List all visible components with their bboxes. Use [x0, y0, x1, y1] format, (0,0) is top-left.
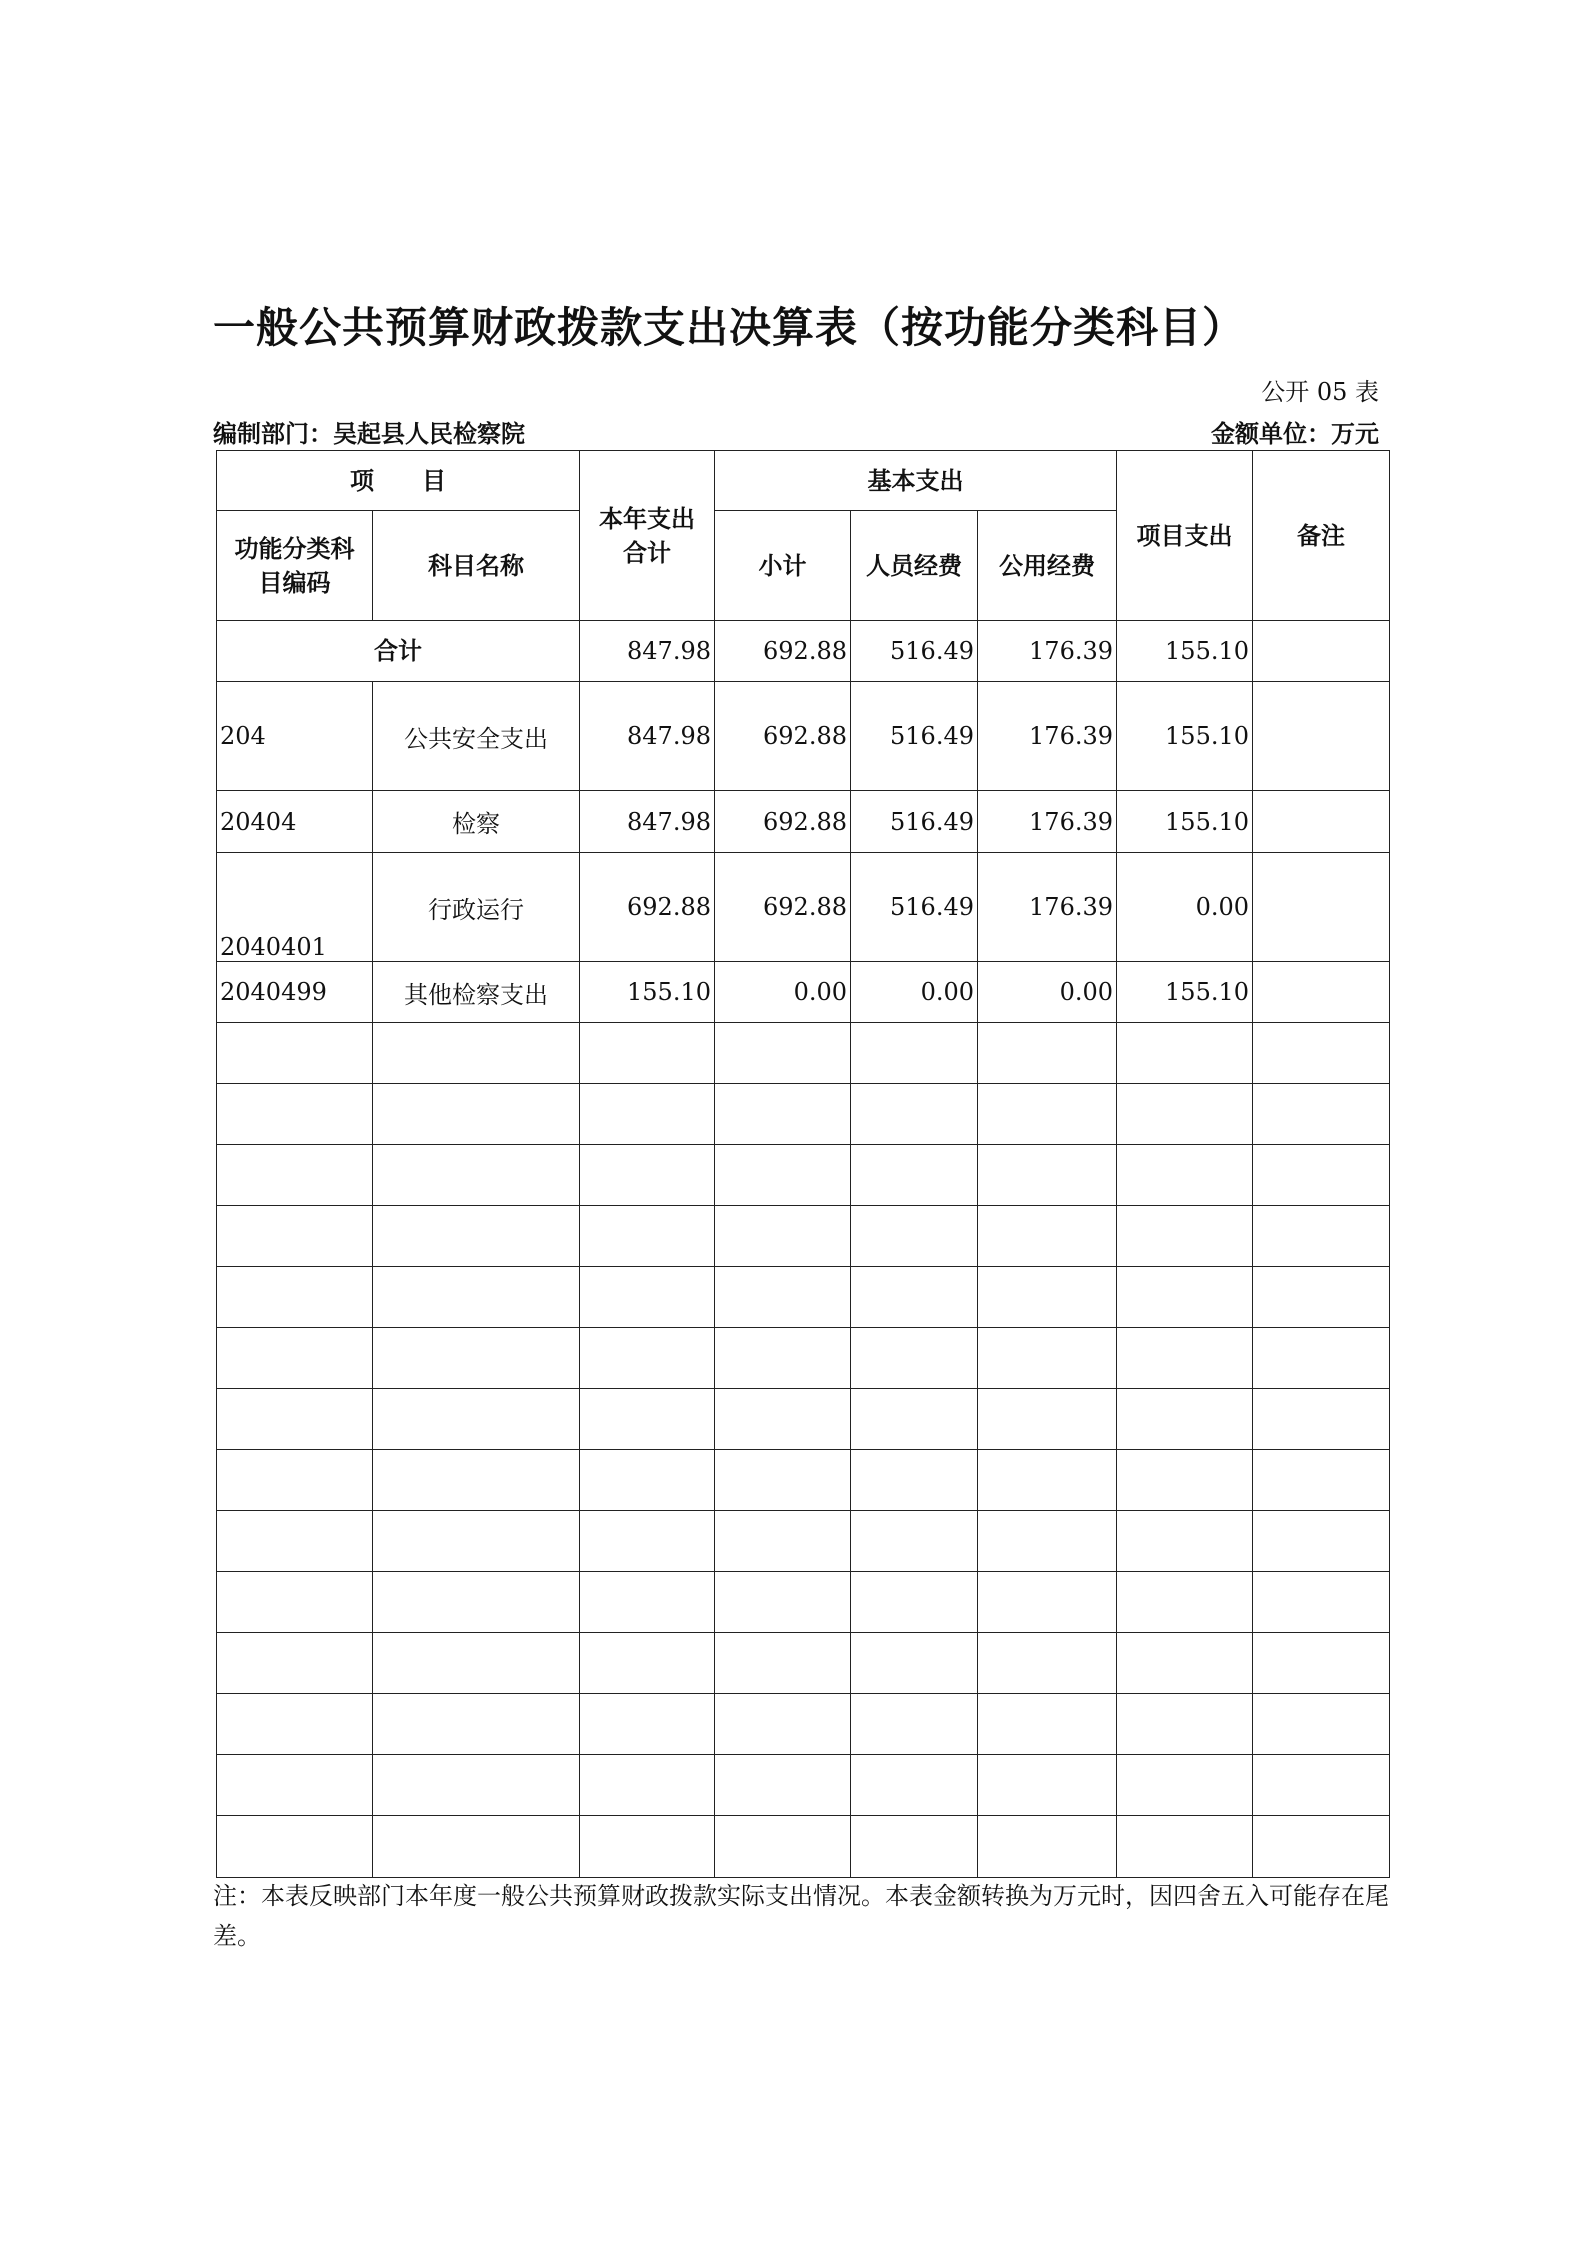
empty-cell: [217, 1572, 373, 1633]
empty-cell: [1253, 1145, 1390, 1206]
remark-cell: [1253, 682, 1390, 791]
empty-cell: [217, 1755, 373, 1816]
empty-row: [217, 1389, 1390, 1450]
empty-cell: [580, 1450, 715, 1511]
empty-row: [217, 1328, 1390, 1389]
empty-cell: [580, 1694, 715, 1755]
name-cell: 其他检察支出: [373, 962, 580, 1023]
empty-row: [217, 1023, 1390, 1084]
empty-cell: [978, 1145, 1117, 1206]
empty-cell: [978, 1084, 1117, 1145]
empty-cell: [715, 1511, 851, 1572]
empty-cell: [580, 1084, 715, 1145]
empty-cell: [580, 1206, 715, 1267]
empty-row: [217, 1084, 1390, 1145]
empty-cell: [1117, 1816, 1253, 1878]
public-cell: 176.39: [978, 621, 1117, 682]
empty-cell: [1253, 1755, 1390, 1816]
empty-cell: [580, 1633, 715, 1694]
empty-cell: [1253, 1389, 1390, 1450]
empty-cell: [1253, 1206, 1390, 1267]
personnel-cell: 516.49: [851, 621, 978, 682]
personnel-cell: 0.00: [851, 962, 978, 1023]
empty-cell: [1253, 1816, 1390, 1878]
empty-cell: [373, 1511, 580, 1572]
header-basic: 基本支出: [715, 451, 1117, 511]
empty-cell: [1117, 1206, 1253, 1267]
empty-cell: [715, 1816, 851, 1878]
empty-cell: [217, 1389, 373, 1450]
empty-cell: [1117, 1450, 1253, 1511]
empty-cell: [217, 1328, 373, 1389]
total-label: 合计: [217, 621, 580, 682]
empty-cell: [580, 1511, 715, 1572]
empty-cell: [217, 1206, 373, 1267]
empty-cell: [978, 1511, 1117, 1572]
empty-cell: [373, 1755, 580, 1816]
empty-cell: [978, 1389, 1117, 1450]
empty-cell: [217, 1084, 373, 1145]
empty-cell: [1253, 1450, 1390, 1511]
empty-cell: [217, 1145, 373, 1206]
empty-cell: [373, 1328, 580, 1389]
empty-cell: [1117, 1633, 1253, 1694]
empty-row: [217, 1511, 1390, 1572]
subtotal-cell: 692.88: [715, 853, 851, 962]
total-cell: 847.98: [580, 682, 715, 791]
empty-cell: [715, 1206, 851, 1267]
empty-cell: [373, 1145, 580, 1206]
page-title: 一般公共预算财政拨款支出决算表（按功能分类科目）: [213, 303, 1246, 352]
empty-cell: [373, 1450, 580, 1511]
code-cell: 20404: [217, 791, 373, 853]
empty-cell: [217, 1511, 373, 1572]
empty-cell: [851, 1511, 978, 1572]
remark-cell: [1253, 621, 1390, 682]
total-cell: 155.10: [580, 962, 715, 1023]
total-cell: 847.98: [580, 621, 715, 682]
empty-cell: [1253, 1328, 1390, 1389]
project-cell: 155.10: [1117, 791, 1253, 853]
empty-cell: [978, 1816, 1117, 1878]
empty-cell: [217, 1694, 373, 1755]
subtotal-cell: 692.88: [715, 621, 851, 682]
subtotal-cell: 692.88: [715, 682, 851, 791]
personnel-cell: 516.49: [851, 853, 978, 962]
project-cell: 0.00: [1117, 853, 1253, 962]
empty-cell: [715, 1084, 851, 1145]
header-subtotal: 小计: [715, 511, 851, 621]
empty-cell: [580, 1389, 715, 1450]
code-cell: 2040499: [217, 962, 373, 1023]
header-code: 功能分类科目编码: [217, 511, 373, 621]
total-cell: 692.88: [580, 853, 715, 962]
public-cell: 0.00: [978, 962, 1117, 1023]
empty-cell: [1117, 1084, 1253, 1145]
project-cell: 155.10: [1117, 962, 1253, 1023]
empty-cell: [715, 1328, 851, 1389]
empty-cell: [1253, 1633, 1390, 1694]
empty-cell: [715, 1145, 851, 1206]
public-cell: 176.39: [978, 791, 1117, 853]
empty-row: [217, 1145, 1390, 1206]
empty-cell: [715, 1389, 851, 1450]
empty-row: [217, 1755, 1390, 1816]
public-cell: 176.39: [978, 682, 1117, 791]
empty-row: [217, 1206, 1390, 1267]
table-number: 公开 05 表: [1261, 378, 1379, 406]
empty-cell: [373, 1816, 580, 1878]
header-public: 公用经费: [978, 511, 1117, 621]
personnel-cell: 516.49: [851, 682, 978, 791]
empty-cell: [1253, 1023, 1390, 1084]
empty-cell: [715, 1450, 851, 1511]
remark-cell: [1253, 853, 1390, 962]
empty-cell: [978, 1572, 1117, 1633]
empty-cell: [580, 1145, 715, 1206]
empty-cell: [978, 1694, 1117, 1755]
header-remark: 备注: [1253, 451, 1390, 621]
empty-cell: [217, 1450, 373, 1511]
empty-cell: [580, 1267, 715, 1328]
empty-cell: [1117, 1755, 1253, 1816]
empty-row: [217, 1450, 1390, 1511]
empty-cell: [580, 1328, 715, 1389]
footnote: 注：本表反映部门本年度一般公共预算财政拨款实际支出情况。本表金额转换为万元时，因四舍五入可能存在尾差。: [213, 1882, 1389, 1950]
empty-cell: [1253, 1694, 1390, 1755]
table-row: [217, 682, 1390, 791]
empty-cell: [1117, 1267, 1253, 1328]
subtotal-cell: 0.00: [715, 962, 851, 1023]
header-item: 项 目: [217, 451, 580, 511]
header-personnel: 人员经费: [851, 511, 978, 621]
name-cell: 公共安全支出: [373, 682, 580, 791]
empty-cell: [851, 1023, 978, 1084]
empty-cell: [373, 1023, 580, 1084]
total-row: [217, 621, 1390, 682]
empty-cell: [373, 1694, 580, 1755]
empty-cell: [851, 1816, 978, 1878]
public-cell: 176.39: [978, 853, 1117, 962]
empty-cell: [851, 1145, 978, 1206]
empty-cell: [1117, 1572, 1253, 1633]
empty-cell: [715, 1633, 851, 1694]
empty-cell: [715, 1267, 851, 1328]
project-cell: 155.10: [1117, 682, 1253, 791]
empty-cell: [851, 1755, 978, 1816]
empty-cell: [1253, 1511, 1390, 1572]
empty-cell: [373, 1389, 580, 1450]
empty-cell: [373, 1206, 580, 1267]
table-row: [217, 962, 1390, 1023]
empty-cell: [1117, 1328, 1253, 1389]
empty-cell: [217, 1633, 373, 1694]
empty-cell: [978, 1206, 1117, 1267]
empty-cell: [1253, 1572, 1390, 1633]
table-row: [217, 791, 1390, 853]
empty-cell: [580, 1572, 715, 1633]
subtotal-cell: 692.88: [715, 791, 851, 853]
project-cell: 155.10: [1117, 621, 1253, 682]
code-cell: 204: [217, 682, 373, 791]
empty-cell: [715, 1023, 851, 1084]
empty-cell: [1117, 1389, 1253, 1450]
empty-cell: [1253, 1267, 1390, 1328]
empty-cell: [1117, 1145, 1253, 1206]
remark-cell: [1253, 791, 1390, 853]
empty-row: [217, 1694, 1390, 1755]
empty-cell: [851, 1694, 978, 1755]
empty-cell: [373, 1572, 580, 1633]
empty-cell: [217, 1267, 373, 1328]
department-label: 编制部门：吴起县人民检察院: [213, 420, 525, 448]
empty-cell: [978, 1755, 1117, 1816]
empty-cell: [715, 1694, 851, 1755]
unit-label: 金额单位：万元: [1211, 420, 1379, 448]
empty-cell: [715, 1572, 851, 1633]
empty-cell: [1117, 1023, 1253, 1084]
empty-row: [217, 1633, 1390, 1694]
table-row: [217, 853, 1390, 962]
empty-cell: [217, 1816, 373, 1878]
empty-cell: [978, 1328, 1117, 1389]
total-cell: 847.98: [580, 791, 715, 853]
empty-cell: [978, 1450, 1117, 1511]
empty-row: [217, 1572, 1390, 1633]
empty-cell: [978, 1023, 1117, 1084]
name-cell: 行政运行: [373, 853, 580, 962]
personnel-cell: 516.49: [851, 791, 978, 853]
empty-cell: [851, 1572, 978, 1633]
header-project: 项目支出: [1117, 451, 1253, 621]
header-name: 科目名称: [373, 511, 580, 621]
empty-cell: [373, 1633, 580, 1694]
empty-cell: [373, 1084, 580, 1145]
empty-cell: [851, 1450, 978, 1511]
empty-cell: [1253, 1084, 1390, 1145]
remark-cell: [1253, 962, 1390, 1023]
empty-cell: [580, 1755, 715, 1816]
empty-cell: [978, 1267, 1117, 1328]
empty-cell: [851, 1389, 978, 1450]
empty-cell: [978, 1633, 1117, 1694]
empty-cell: [580, 1816, 715, 1878]
empty-cell: [851, 1206, 978, 1267]
expenditure-table: [216, 450, 1390, 1878]
empty-cell: [1117, 1694, 1253, 1755]
header-total: 本年支出合计: [580, 451, 715, 621]
empty-cell: [715, 1755, 851, 1816]
empty-row: [217, 1816, 1390, 1878]
code-cell: 2040401: [217, 853, 373, 962]
header-row-1: [217, 451, 1390, 511]
empty-cell: [1117, 1511, 1253, 1572]
name-cell: 检察: [373, 791, 580, 853]
empty-cell: [580, 1023, 715, 1084]
empty-cell: [851, 1633, 978, 1694]
empty-cell: [373, 1267, 580, 1328]
empty-cell: [217, 1023, 373, 1084]
empty-row: [217, 1267, 1390, 1328]
empty-cell: [851, 1328, 978, 1389]
empty-cell: [851, 1267, 978, 1328]
empty-cell: [851, 1084, 978, 1145]
